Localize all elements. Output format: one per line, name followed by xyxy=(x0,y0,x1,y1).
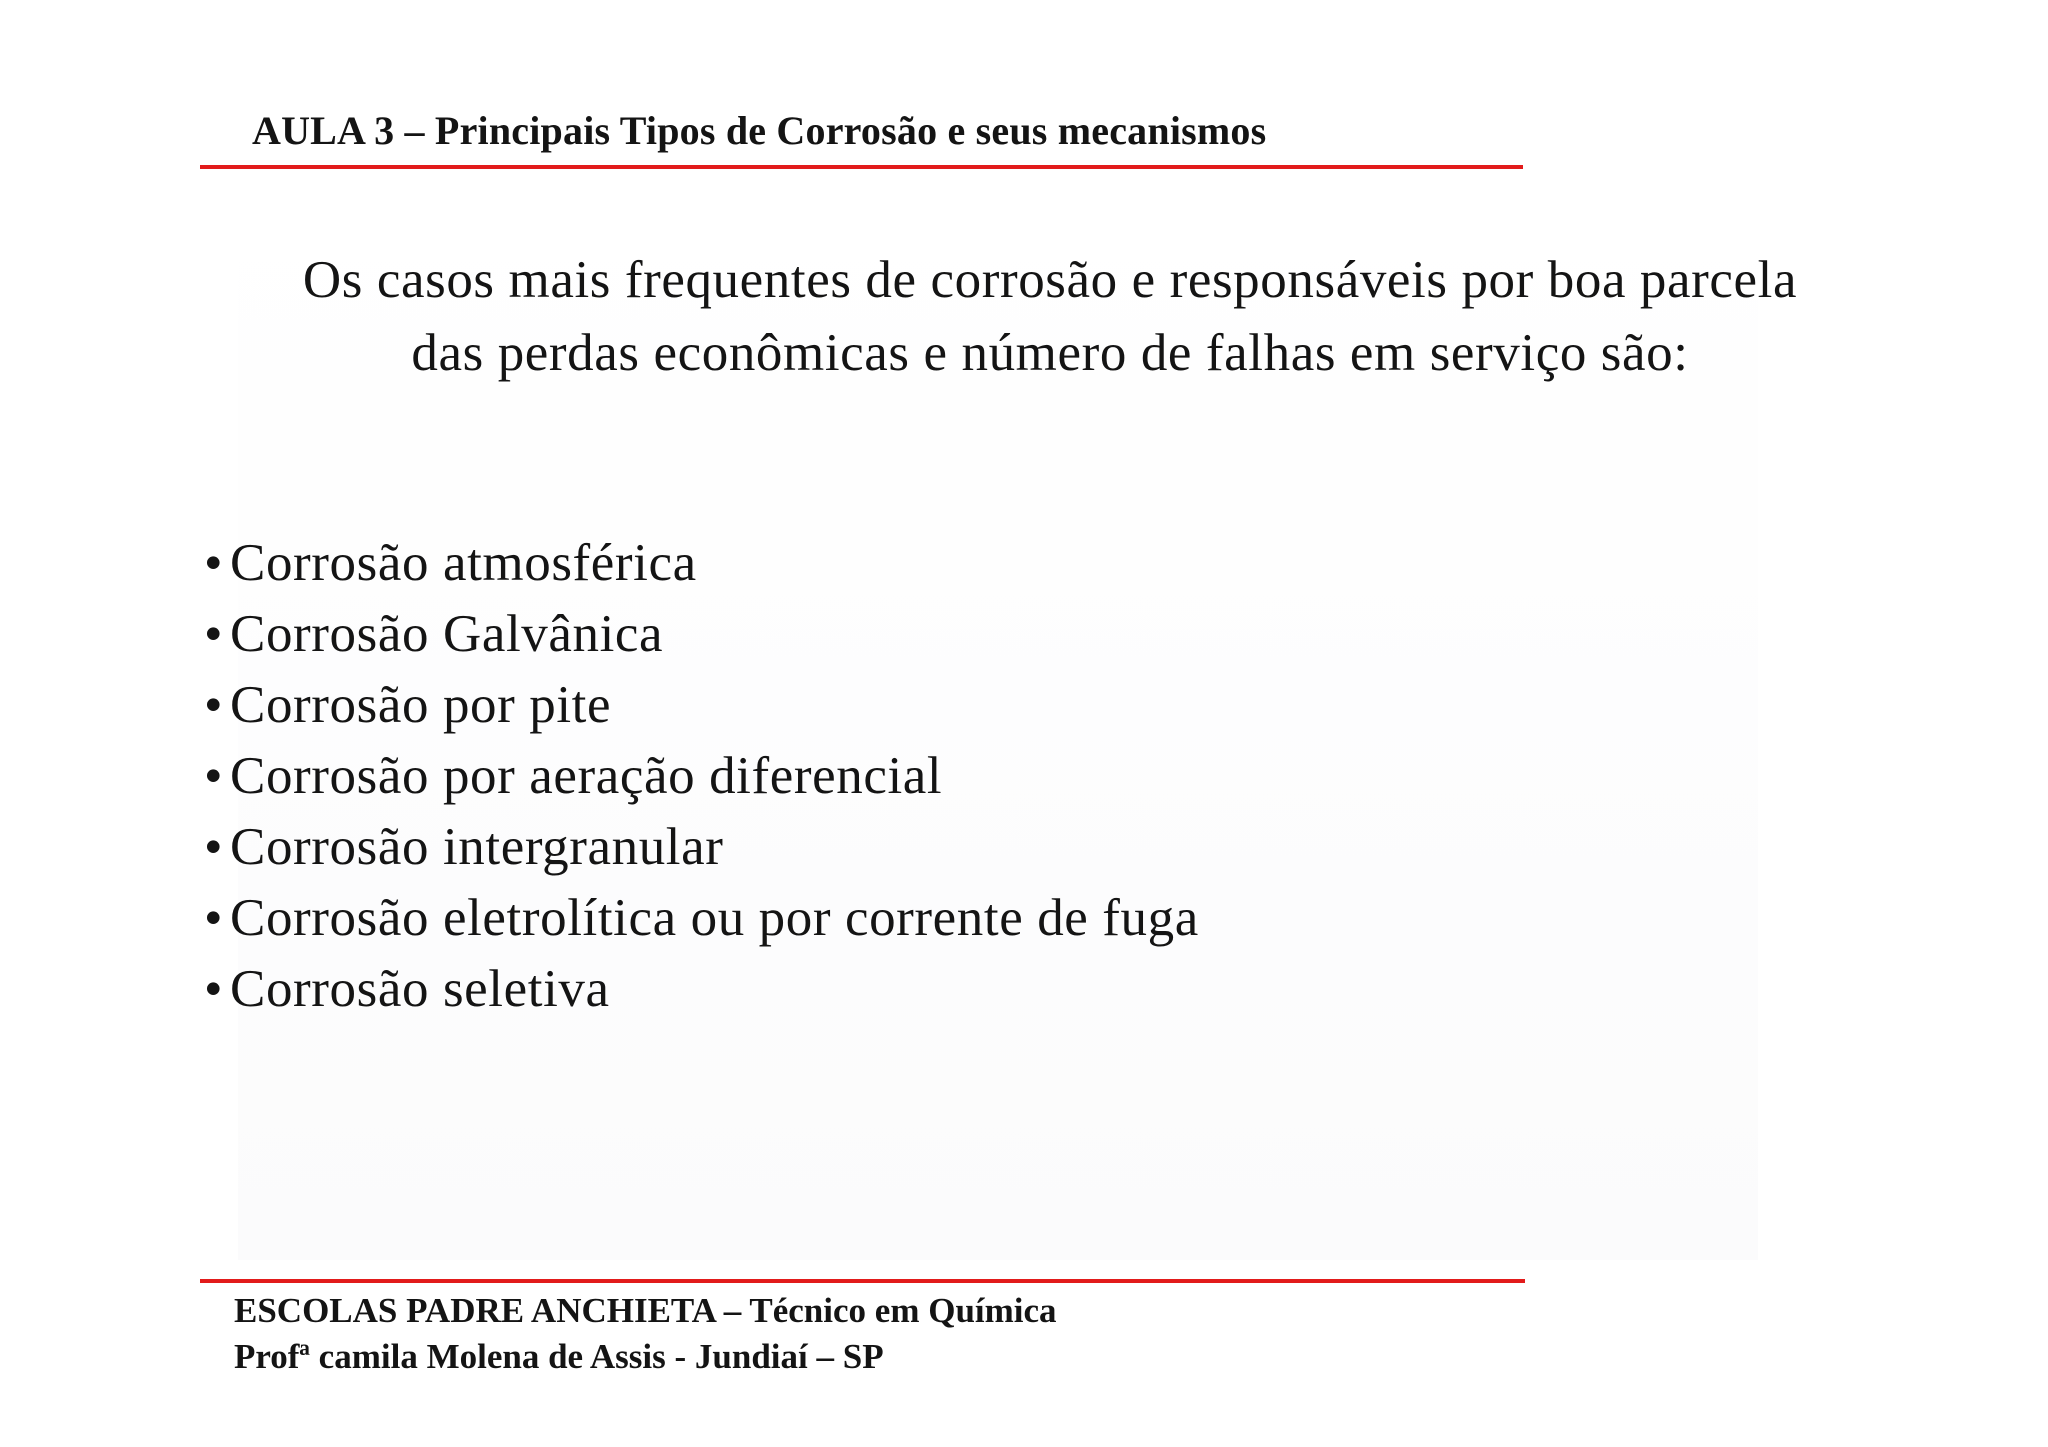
bullet-icon: • xyxy=(204,605,224,663)
list-item xyxy=(204,741,1199,812)
list-item-text: Corrosão por aeração diferencial xyxy=(230,747,943,805)
list-item xyxy=(204,599,1199,670)
list-item-text: Corrosão por pite xyxy=(230,676,612,734)
list-item-text: Corrosão Galvânica xyxy=(230,605,664,663)
footer-divider xyxy=(200,1279,1525,1283)
bullet-icon: • xyxy=(204,889,224,947)
lesson-title: AULA 3 – Principais Tipos de Corrosão e seus mecanismos xyxy=(252,108,1267,153)
list-item-text: Corrosão eletrolítica ou por corrente de fuga xyxy=(230,889,1199,947)
footer-teacher: Profª camila Molena de Assis - Jundiaí – SP xyxy=(234,1337,884,1376)
footer xyxy=(234,1288,1057,1380)
list-item-text: Corrosão seletiva xyxy=(230,960,610,1018)
bullet-icon: • xyxy=(204,960,224,1018)
list-item xyxy=(204,670,1199,741)
list-item-text: Corrosão intergranular xyxy=(230,818,724,876)
list-item xyxy=(204,954,1199,1025)
bullet-icon: • xyxy=(204,534,224,592)
list-item xyxy=(204,883,1199,954)
intro-paragraph xyxy=(200,244,1900,390)
intro-line-1: Os casos mais frequentes de corrosão e responsáveis por boa parcela xyxy=(302,251,1798,309)
list-item xyxy=(204,528,1199,599)
bullet-icon: • xyxy=(204,676,224,734)
header-divider xyxy=(200,165,1523,169)
corrosion-types-list xyxy=(204,528,1199,1025)
intro-line-2: das perdas econômicas e número de falhas em serviço são: xyxy=(411,324,1689,382)
list-item xyxy=(204,812,1199,883)
bullet-icon: • xyxy=(204,747,224,805)
list-item-text: Corrosão atmosférica xyxy=(230,534,697,592)
bullet-icon: • xyxy=(204,818,224,876)
footer-school: ESCOLAS PADRE ANCHIETA – Técnico em Química xyxy=(234,1291,1057,1330)
